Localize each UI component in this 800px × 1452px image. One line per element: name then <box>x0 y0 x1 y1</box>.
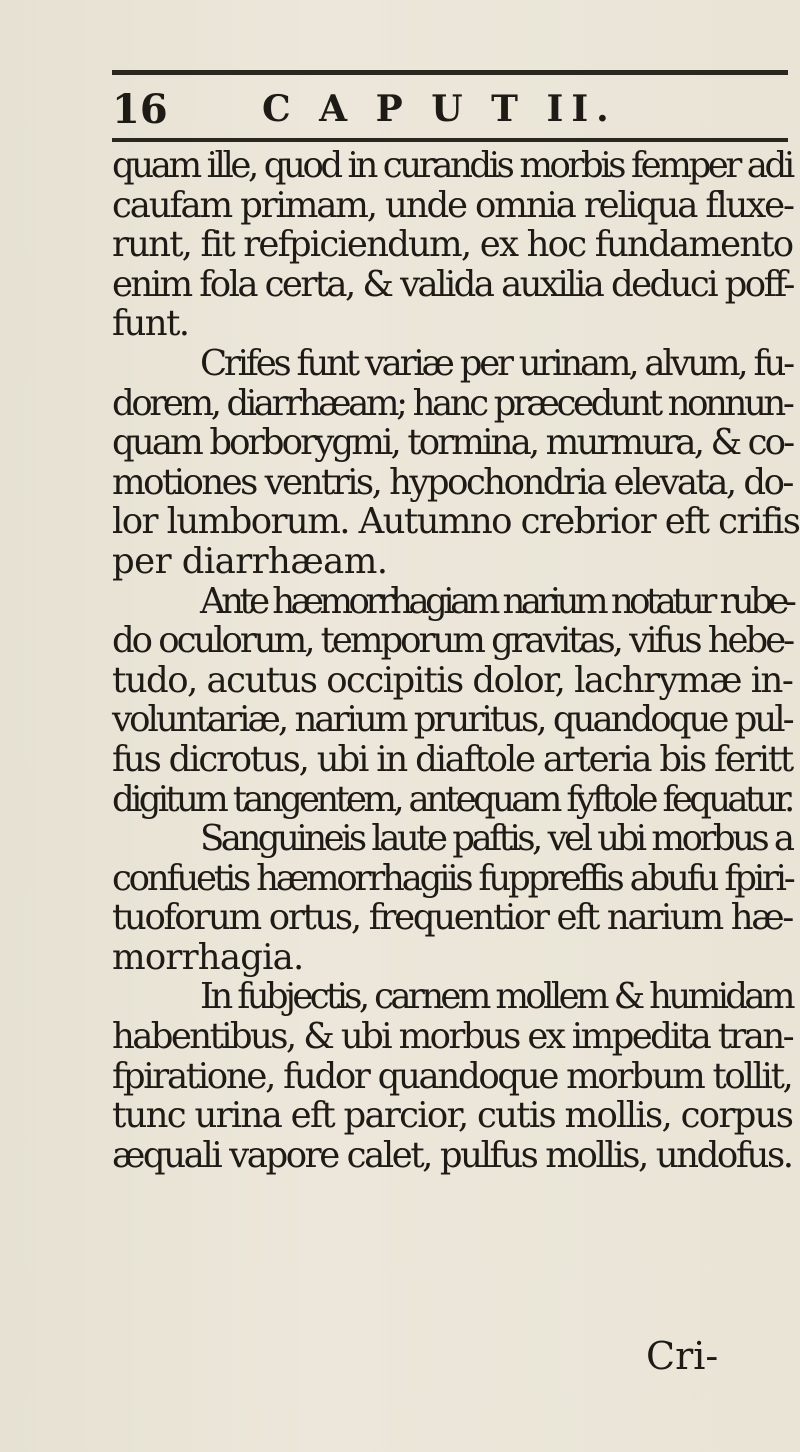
text-line: Sanguineis laute paftis, vel ubi morbus a <box>200 818 792 860</box>
text-line: fpiratione, fudor quandoque morbum tollit, <box>112 1055 792 1097</box>
text-line: tudo, acutus occipitis dolor, lachrymæ in- <box>112 659 793 701</box>
top-rule <box>112 70 788 75</box>
text-line: caufam primam, unde omnia reliqua fluxe- <box>112 184 793 226</box>
text-line: per diarrhæam. <box>112 540 388 582</box>
page-number: 16 <box>112 85 168 133</box>
text-line: confuetis hæmorrhagiis fuppreffis abufu fpiri- <box>112 857 793 899</box>
text-line: runt, fit refpiciendum, ex hoc fundamento <box>112 224 793 266</box>
text-line: voluntariæ, narium pruritus, quandoque pul- <box>112 699 792 741</box>
text-line: funt. <box>112 303 189 345</box>
text-line: tuoforum ortus, frequentior eft narium hæ- <box>112 897 792 939</box>
text-line: motiones ventris, hypochondria elevata, do- <box>112 461 792 503</box>
text-line: Ante hæmorrhagiam narium notatur rube- <box>200 580 793 622</box>
catchword: Cri- <box>646 1334 719 1378</box>
text-line: lor lumborum. Autumno crebrior eft crifis <box>112 501 800 543</box>
text-line: do oculorum, temporum gravitas, vifus hebe- <box>112 620 793 662</box>
text-line: fus dicrotus, ubi in diaftole arteria bis feritt <box>112 738 792 780</box>
running-head: C A P U T II. <box>262 88 617 130</box>
text-line: æquali vapore calet, pulfus mollis, undofus. <box>112 1134 792 1176</box>
header-rule <box>112 138 788 142</box>
text-line: morrhagia. <box>112 936 304 978</box>
text-line: enim fola certa, & valida auxilia deduci poff- <box>112 263 793 305</box>
text-line: Crifes funt variæ per urinam, alvum, fu- <box>200 342 792 384</box>
text-line: In fubjectis, carnem mollem & humidam <box>200 976 792 1018</box>
body-text <box>112 146 800 1175</box>
text-line: quam borborygmi, tormina, murmura, & co- <box>112 422 793 464</box>
text-line: habentibus, & ubi morbus ex impedita tran- <box>112 1016 792 1058</box>
text-line: dorem, diarrhæam; hanc præcedunt nonnun- <box>112 382 792 424</box>
page-header <box>112 84 772 134</box>
text-line: digitum tangentem, antequam fyftole fequatur. <box>112 778 792 820</box>
text-line: quam ille, quod in curandis morbis femper adi <box>112 145 792 186</box>
text-line: tunc urina eft parcior, cutis mollis, corpus <box>112 1095 793 1137</box>
